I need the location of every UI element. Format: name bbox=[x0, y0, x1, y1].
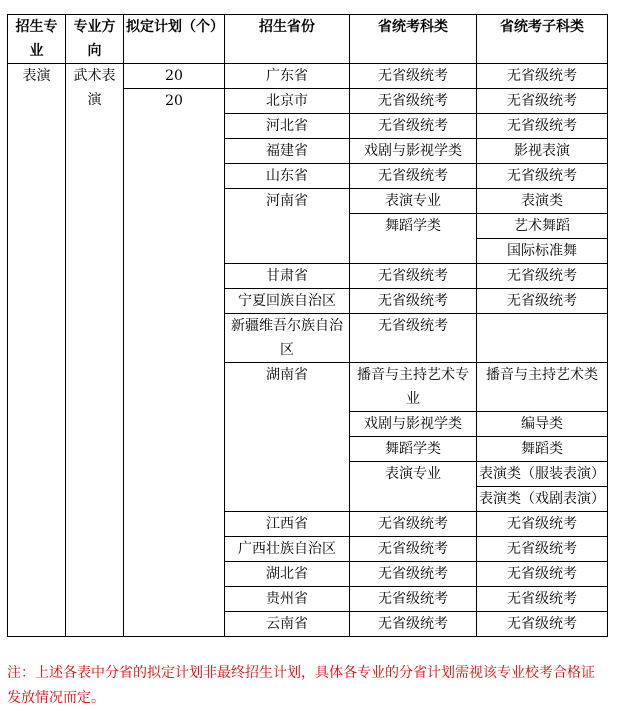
province-cell: 河南省 bbox=[225, 189, 350, 264]
province-cell: 河北省 bbox=[225, 114, 350, 139]
exam-subcategory-cell: 无省级统考 bbox=[477, 164, 608, 189]
plan-cell: 20 bbox=[124, 64, 225, 89]
major-cell: 表演 bbox=[8, 64, 66, 637]
exam-category-cell: 无省级统考 bbox=[350, 612, 477, 637]
exam-subcategory-cell: 无省级统考 bbox=[477, 537, 608, 562]
province-cell: 贵州省 bbox=[225, 587, 350, 612]
exam-subcategory-cell: 无省级统考 bbox=[477, 114, 608, 139]
exam-category-cell: 无省级统考 bbox=[350, 114, 477, 139]
exam-category-cell: 无省级统考 bbox=[350, 64, 477, 89]
province-cell: 山东省 bbox=[225, 164, 350, 189]
exam-category-cell: 无省级统考 bbox=[350, 562, 477, 587]
exam-subcategory-cell: 影视表演 bbox=[477, 139, 608, 164]
province-cell: 江西省 bbox=[225, 512, 350, 537]
exam-category-cell: 无省级统考 bbox=[350, 537, 477, 562]
exam-category-cell: 无省级统考 bbox=[350, 264, 477, 289]
exam-subcategory-cell: 表演类（服装表演） bbox=[477, 462, 608, 487]
province-cell: 广东省 bbox=[225, 64, 350, 89]
exam-subcategory-cell: 艺术舞蹈 bbox=[477, 214, 608, 239]
exam-subcategory-cell: 国际标准舞 bbox=[477, 239, 608, 264]
header-province: 招生省份 bbox=[225, 15, 350, 64]
exam-category-cell: 无省级统考 bbox=[350, 164, 477, 189]
exam-subcategory-cell: 播音与主持艺术类 bbox=[477, 363, 608, 412]
exam-subcategory-cell: 无省级统考 bbox=[477, 264, 608, 289]
exam-category-cell: 舞蹈学类 bbox=[350, 214, 477, 264]
province-cell: 福建省 bbox=[225, 139, 350, 164]
province-cell: 广西壮族自治区 bbox=[225, 537, 350, 562]
exam-subcategory-cell: 无省级统考 bbox=[477, 89, 608, 114]
province-cell: 北京市 bbox=[225, 89, 350, 114]
plan-cell: 20 bbox=[124, 89, 225, 637]
province-cell: 新疆维吾尔族自治区 bbox=[225, 314, 350, 363]
header-plan: 拟定计划（个） bbox=[124, 15, 225, 64]
province-cell: 宁夏回族自治区 bbox=[225, 289, 350, 314]
exam-subcategory-cell: 无省级统考 bbox=[477, 64, 608, 89]
exam-subcategory-cell: 无省级统考 bbox=[477, 562, 608, 587]
header-row bbox=[8, 15, 608, 64]
province-cell: 云南省 bbox=[225, 612, 350, 637]
direction-cell: 武术表演 bbox=[66, 64, 124, 637]
exam-category-cell: 播音与主持艺术专业 bbox=[350, 363, 477, 412]
exam-subcategory-cell bbox=[477, 314, 608, 363]
enrollment-plan-table bbox=[7, 14, 608, 637]
table-row bbox=[8, 64, 608, 89]
header-exam-subcategory: 省统考子科类 bbox=[477, 15, 608, 64]
exam-category-cell: 无省级统考 bbox=[350, 89, 477, 114]
exam-subcategory-cell: 编导类 bbox=[477, 412, 608, 437]
footnote: 注：上述各表中分省的拟定计划非最终招生计划，具体各专业的分省计划需视该专业校考合格证发放情况而定。 bbox=[7, 665, 595, 706]
exam-subcategory-cell: 无省级统考 bbox=[477, 512, 608, 537]
exam-subcategory-cell: 表演类（戏剧表演） bbox=[477, 487, 608, 512]
exam-subcategory-cell: 无省级统考 bbox=[477, 289, 608, 314]
exam-subcategory-cell: 无省级统考 bbox=[477, 587, 608, 612]
header-major: 招生专业 bbox=[8, 15, 66, 64]
exam-category-cell: 戏剧与影视学类 bbox=[350, 412, 477, 437]
province-cell: 湖南省 bbox=[225, 363, 350, 512]
exam-category-cell: 无省级统考 bbox=[350, 289, 477, 314]
exam-category-cell: 表演专业 bbox=[350, 462, 477, 512]
exam-category-cell: 无省级统考 bbox=[350, 314, 477, 363]
exam-category-cell: 无省级统考 bbox=[350, 587, 477, 612]
header-direction: 专业方向 bbox=[66, 15, 124, 64]
exam-category-cell: 舞蹈学类 bbox=[350, 437, 477, 462]
header-exam-category: 省统考科类 bbox=[350, 15, 477, 64]
exam-category-cell: 戏剧与影视学类 bbox=[350, 139, 477, 164]
exam-category-cell: 无省级统考 bbox=[350, 512, 477, 537]
province-cell: 甘肃省 bbox=[225, 264, 350, 289]
exam-subcategory-cell: 表演类 bbox=[477, 189, 608, 214]
province-cell: 湖北省 bbox=[225, 562, 350, 587]
exam-subcategory-cell: 舞蹈类 bbox=[477, 437, 608, 462]
exam-category-cell: 表演专业 bbox=[350, 189, 477, 214]
exam-subcategory-cell: 无省级统考 bbox=[477, 612, 608, 637]
